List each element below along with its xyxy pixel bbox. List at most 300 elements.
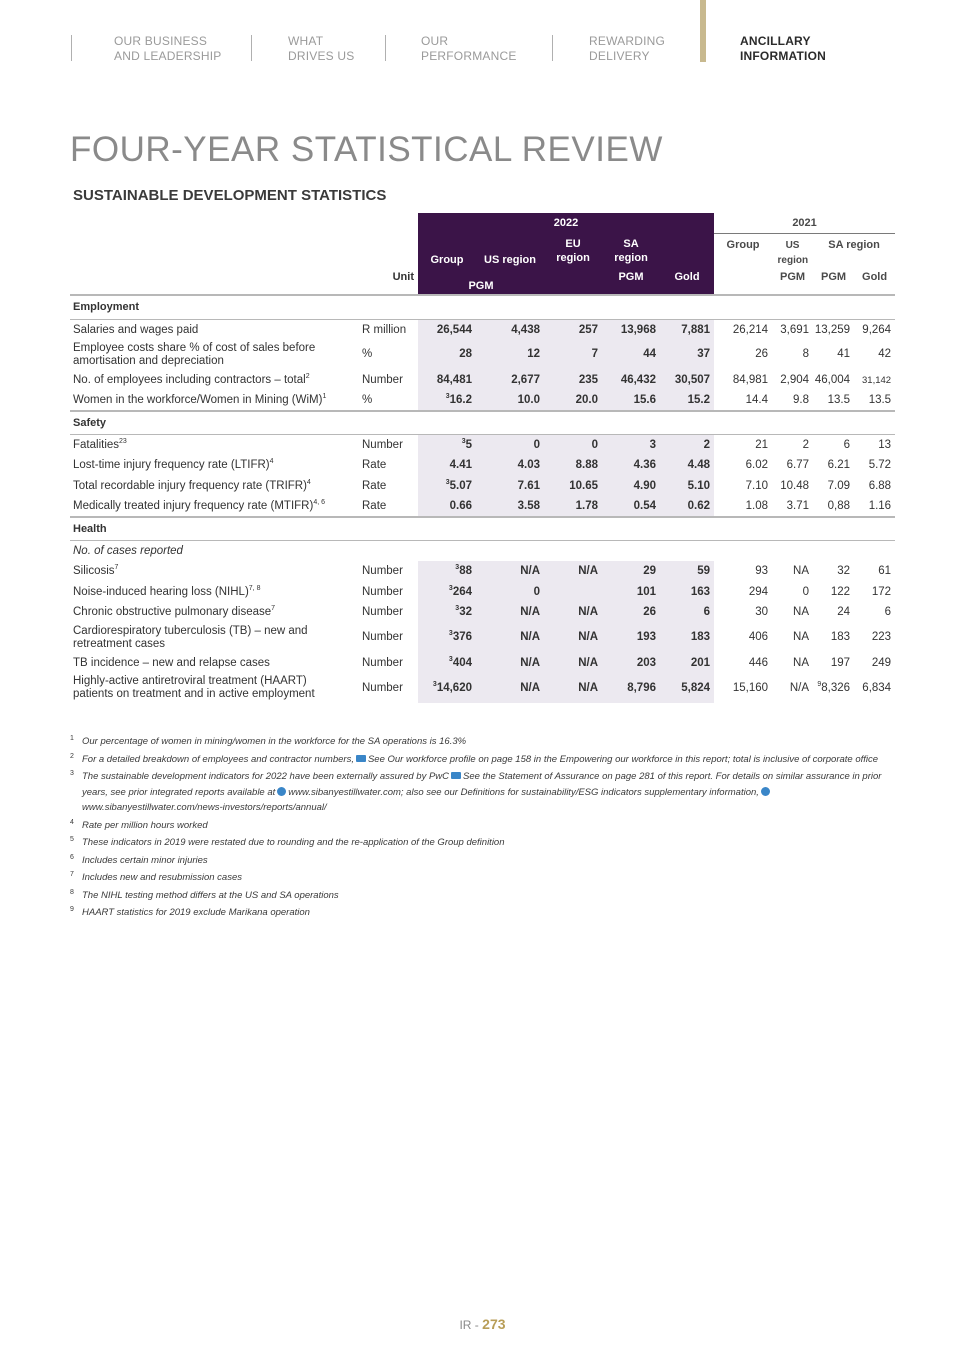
- nav-item-our-business[interactable]: [114, 34, 222, 64]
- value-text: 406: [748, 631, 769, 643]
- value-text: 61: [878, 565, 892, 578]
- footnote-ref: 7: [114, 564, 119, 572]
- footnote-ref: 3: [448, 630, 453, 638]
- footnote-text: These indicators in 2019 were restated due to rounding and the re-application of the Group definition: [82, 837, 505, 848]
- value-cell: [813, 390, 854, 411]
- value-cell: [476, 602, 544, 623]
- value-text: 24: [837, 606, 851, 619]
- empty-cell: [418, 541, 476, 562]
- value-cell: [854, 673, 895, 703]
- footnotes: [70, 734, 895, 923]
- value-text: 376: [452, 631, 472, 643]
- value-text: 6: [843, 439, 851, 451]
- footnote-ref: 7: [271, 605, 276, 613]
- value-cell: [476, 455, 544, 476]
- row-label: [70, 370, 362, 391]
- value-text: 26: [755, 348, 769, 360]
- footnote-ref: 23: [119, 438, 127, 446]
- row-label-text: Chronic obstructive pulmonary disease: [73, 606, 272, 619]
- value-cell: [660, 390, 714, 411]
- footnote-link[interactable]: www.sibanyestillwater.com; also see our Definitions for sustainability/ESG indicators supplementary information,: [288, 786, 759, 798]
- value-cell: [544, 435, 602, 456]
- value-cell: [418, 582, 476, 603]
- nav-label: OUR: [421, 34, 449, 48]
- value-cell: [714, 623, 772, 653]
- value-cell: [714, 673, 772, 703]
- value-text: 9,264: [862, 323, 892, 336]
- value-cell: [854, 602, 895, 623]
- value-cell: [476, 476, 544, 497]
- value-text: 5,824: [681, 681, 711, 694]
- row-label-text: No. of employees including contractors – total: [73, 373, 306, 386]
- value-text: 5.10: [687, 479, 711, 492]
- value-cell: [714, 370, 772, 391]
- value-cell: [772, 319, 813, 340]
- value-text: 163: [690, 585, 711, 598]
- value-cell: [418, 653, 476, 674]
- value-cell: [602, 319, 660, 340]
- value-text: 8,326: [821, 681, 851, 694]
- value-text: N/A: [520, 631, 540, 643]
- value-text: 4.36: [633, 459, 656, 472]
- footnote-text: For a detailed breakdown of employees and contractor numbers,: [82, 753, 354, 765]
- footnote: [70, 752, 895, 768]
- footnote-number: 6: [70, 853, 74, 861]
- value-text: 2,904: [780, 373, 810, 386]
- value-cell: [813, 319, 854, 340]
- empty-cell: [544, 541, 602, 562]
- value-text: 249: [871, 656, 892, 669]
- value-cell: [660, 673, 714, 703]
- value-cell: [714, 561, 772, 582]
- row-unit: Number: [362, 656, 403, 669]
- value-text: 32: [459, 606, 472, 619]
- value-cell: [772, 561, 813, 582]
- value-cell: [813, 602, 854, 623]
- folder-icon: [356, 755, 366, 762]
- row-label: [70, 673, 362, 703]
- value-cell: [813, 435, 854, 456]
- row-label-text: Total recordable injury frequency rate (TRIFR): [73, 479, 307, 492]
- value-text: 8.88: [575, 459, 598, 472]
- value-cell: [660, 435, 714, 456]
- value-cell: [772, 582, 813, 603]
- value-cell: [772, 673, 813, 703]
- value-text: N/A: [578, 631, 598, 643]
- nav-separator: [385, 35, 386, 61]
- footnote: [70, 888, 895, 904]
- value-cell: [714, 455, 772, 476]
- value-cell: [660, 476, 714, 497]
- row-label-text: Salaries and wages paid: [73, 323, 199, 336]
- value-cell: [544, 476, 602, 497]
- nav-item-rewarding-delivery[interactable]: [589, 34, 665, 64]
- value-text: 5.72: [868, 459, 892, 472]
- row-unit: Number: [362, 373, 403, 386]
- col-eu-region-2022-text: EU region: [556, 238, 590, 264]
- value-text: 44: [643, 348, 656, 360]
- subsection-row: [70, 541, 895, 562]
- value-text: 201: [690, 656, 711, 669]
- row-label: [70, 496, 362, 517]
- value-text: 0: [533, 585, 540, 598]
- nav-label: DRIVES US: [288, 49, 355, 63]
- value-cell: [660, 370, 714, 391]
- nav-separator: [251, 35, 252, 61]
- value-text: 15,160: [732, 681, 769, 694]
- value-text: 6.21: [827, 459, 851, 472]
- nav-label: AND LEADERSHIP: [114, 49, 222, 63]
- value-cell: [602, 455, 660, 476]
- value-cell: [772, 623, 813, 653]
- nav-label: REWARDING: [589, 34, 666, 48]
- footnote-text: Our percentage of women in mining/women in the workforce for the SA operations is 16.3%: [82, 736, 467, 747]
- footnote-number: 1: [70, 735, 74, 742]
- section-title-cell: Safety: [70, 411, 895, 435]
- table-body: [70, 295, 895, 703]
- value-cell: [772, 340, 813, 370]
- value-cell: [602, 653, 660, 674]
- footnote-ref: 3: [448, 584, 453, 592]
- footnote-number: 9: [70, 906, 74, 913]
- value-text: 13: [878, 439, 892, 451]
- table-row: [70, 390, 895, 411]
- footnote-ref: 1: [322, 392, 327, 400]
- footnote-ref: 9: [817, 680, 822, 688]
- value-text: N/A: [578, 681, 598, 694]
- value-text: 28: [459, 348, 472, 360]
- row-label-text: Women in the workforce/Women in Mining (WiM): [73, 393, 323, 406]
- value-cell: [813, 653, 854, 674]
- value-cell: [813, 623, 854, 653]
- nav-label: PERFORMANCE: [421, 49, 517, 63]
- row-label-text: Fatalities: [73, 439, 120, 451]
- value-text: 7.10: [745, 479, 769, 492]
- value-text: 46,432: [620, 373, 656, 386]
- value-cell: [418, 476, 476, 497]
- value-cell: [660, 455, 714, 476]
- value-cell: [544, 582, 602, 603]
- pgm-subheader-group-us: PGM: [418, 269, 544, 295]
- value-cell: [854, 623, 895, 653]
- row-label: [70, 476, 362, 497]
- value-cell: [772, 602, 813, 623]
- value-text: 4,438: [511, 323, 540, 336]
- value-text: NA: [793, 565, 810, 578]
- value-text: 0.66: [449, 499, 472, 512]
- value-text: 8,796: [627, 681, 656, 694]
- value-text: N/A: [520, 606, 540, 619]
- value-text: 8: [802, 348, 810, 360]
- footnote-number: 4: [70, 818, 74, 826]
- value-text: 4.48: [687, 459, 711, 472]
- value-cell: [660, 653, 714, 674]
- value-cell: [660, 496, 714, 517]
- gold-subheader-2021: Gold: [862, 271, 888, 283]
- value-text: 41: [837, 348, 851, 360]
- value-cell: [854, 653, 895, 674]
- footnote-link[interactable]: www.sibanyestillwater.com/news-investors/reports/annual/: [82, 802, 327, 813]
- footnote-ref: 3: [445, 478, 450, 486]
- value-cell: [660, 561, 714, 582]
- value-cell: [476, 390, 544, 411]
- footnote: [70, 853, 895, 869]
- value-cell: [714, 653, 772, 674]
- value-text: 10.65: [569, 479, 598, 492]
- footnote-text: See Our workforce profile on page 158 in the Empowering our workforce in this report; total is inclusive of corporate office: [367, 753, 879, 765]
- value-text: 1.16: [868, 499, 892, 512]
- value-text: N/A: [520, 565, 540, 578]
- value-cell: [602, 602, 660, 623]
- row-unit: Number: [362, 606, 403, 619]
- row-label-text: Cardiorespiratory tuberculosis (TB) – new and retreatment cases: [73, 624, 308, 650]
- empty-cell: [476, 541, 544, 562]
- value-text: 1.08: [745, 499, 769, 512]
- value-cell: [854, 582, 895, 603]
- value-text: 15.6: [633, 393, 656, 406]
- value-cell: [854, 496, 895, 517]
- pgm-subheader-sa-2021: PGM: [821, 271, 847, 283]
- value-text: N/A: [789, 681, 810, 694]
- value-cell: [418, 496, 476, 517]
- value-cell: [602, 623, 660, 653]
- nav-item-our-performance[interactable]: [421, 34, 517, 64]
- value-cell: [854, 476, 895, 497]
- value-text: 46,004: [814, 373, 851, 386]
- value-text: 6: [884, 606, 892, 619]
- value-text: 88: [459, 565, 472, 578]
- value-cell: [854, 370, 895, 391]
- value-text: 6.77: [786, 459, 810, 472]
- row-label: [70, 455, 362, 476]
- table-row: [70, 319, 895, 340]
- value-text: 2: [703, 439, 711, 451]
- value-text: 4.03: [517, 459, 540, 472]
- value-cell: [602, 673, 660, 703]
- value-text: 15.2: [687, 393, 711, 406]
- value-cell: [544, 370, 602, 391]
- row-label: [70, 390, 362, 411]
- value-cell: [476, 370, 544, 391]
- value-text: 2: [802, 439, 810, 451]
- value-text: 122: [830, 585, 851, 598]
- value-cell: [813, 455, 854, 476]
- value-text: 10.0: [517, 393, 540, 406]
- value-text: 4.90: [633, 479, 656, 492]
- value-text: 20.0: [575, 393, 598, 406]
- value-text: 101: [636, 585, 656, 598]
- col-eu-region-2022: [544, 233, 602, 269]
- table-row: [70, 623, 895, 653]
- row-label: [70, 435, 362, 456]
- table-row: [70, 653, 895, 674]
- value-text: 0: [802, 585, 810, 598]
- value-text: 3.58: [517, 499, 540, 512]
- value-cell: [544, 390, 602, 411]
- row-unit: Rate: [362, 479, 387, 492]
- value-cell: [854, 561, 895, 582]
- section-header-row: [70, 517, 895, 541]
- value-text: 30,507: [674, 373, 711, 386]
- gold-subheader-2022: Gold: [660, 269, 714, 295]
- value-text: 197: [830, 656, 851, 669]
- row-label-text: Noise-induced hearing loss (NIHL): [73, 585, 249, 598]
- footnote: [70, 769, 895, 816]
- subheader-blank-2021: [714, 269, 772, 295]
- value-cell: [544, 602, 602, 623]
- footnote-ref: 4, 6: [313, 498, 325, 506]
- value-text: 7: [591, 348, 598, 360]
- value-text: 257: [578, 323, 598, 336]
- col-sa-region-2021: SA region: [813, 233, 895, 269]
- empty-cell: [602, 541, 660, 562]
- footnote-ref: 3: [455, 564, 460, 572]
- value-text: N/A: [520, 681, 540, 694]
- value-text: 0: [533, 439, 540, 451]
- nav-item-ancillary-information[interactable]: [740, 34, 826, 64]
- folder-icon: [451, 772, 461, 779]
- value-text: 5: [465, 439, 472, 451]
- value-text: 193: [636, 631, 656, 643]
- value-text: 183: [690, 631, 711, 643]
- footnote-number: 8: [70, 888, 74, 896]
- empty-cell: [660, 541, 714, 562]
- value-cell: [418, 623, 476, 653]
- footnote: [70, 870, 895, 886]
- value-text: 14.4: [745, 393, 769, 406]
- value-text: 9.8: [793, 393, 810, 406]
- value-text: 31,142: [862, 374, 892, 386]
- value-cell: [602, 561, 660, 582]
- value-cell: [660, 602, 714, 623]
- year-2022-header: 2022: [418, 213, 714, 233]
- nav-active-indicator: [700, 0, 706, 62]
- value-text: 30: [755, 606, 769, 619]
- value-text: 446: [748, 656, 769, 669]
- value-text: 3.71: [786, 499, 810, 512]
- footnote-ref: 3: [448, 655, 453, 663]
- pgm-subheader-eu-blank: [544, 269, 602, 295]
- col-sa-region-2022-text: SA region: [614, 238, 648, 264]
- col-us-region-2021-text: US region: [777, 239, 809, 266]
- value-text: 0,88: [827, 499, 851, 512]
- value-cell: [476, 435, 544, 456]
- row-label-text: Employee costs share % of cost of sales before amortisation and depreciation: [73, 341, 316, 367]
- value-text: 12: [527, 348, 540, 360]
- row-label-text: Medically treated injury frequency rate (MTIFR): [73, 499, 314, 512]
- value-text: 26: [643, 606, 656, 619]
- value-cell: [813, 582, 854, 603]
- value-text: 6: [703, 606, 711, 619]
- unit-header: Unit: [392, 271, 414, 283]
- value-text: 5.07: [449, 479, 472, 492]
- row-unit: Number: [362, 681, 403, 694]
- value-cell: [544, 340, 602, 370]
- row-label: [70, 602, 362, 623]
- value-cell: [602, 390, 660, 411]
- value-cell: [714, 602, 772, 623]
- value-cell: [714, 476, 772, 497]
- value-cell: [714, 496, 772, 517]
- value-text: 0.62: [687, 499, 711, 512]
- value-cell: [476, 319, 544, 340]
- value-text: 6,834: [862, 681, 892, 694]
- row-label: [70, 623, 362, 653]
- empty-cell: [854, 541, 895, 562]
- value-cell: [813, 561, 854, 582]
- footnote-text: HAART statistics for 2019 exclude Marikana operation: [82, 907, 310, 918]
- value-cell: [854, 340, 895, 370]
- value-cell: [813, 673, 854, 703]
- row-label: [70, 561, 362, 582]
- value-cell: [418, 319, 476, 340]
- value-cell: [854, 435, 895, 456]
- nav-item-what-drives-us[interactable]: [288, 34, 354, 64]
- nav-label: INFORMATION: [740, 49, 826, 63]
- row-unit: %: [362, 348, 373, 360]
- value-cell: [660, 319, 714, 340]
- pgm-subheader-us-2021: PGM: [780, 271, 806, 283]
- value-cell: [418, 370, 476, 391]
- empty-cell: [772, 541, 813, 562]
- value-text: 264: [452, 585, 472, 598]
- value-text: 235: [578, 373, 598, 386]
- value-cell: [813, 476, 854, 497]
- value-text: 13,968: [620, 323, 656, 336]
- value-cell: [813, 496, 854, 517]
- value-cell: [418, 390, 476, 411]
- value-cell: [544, 455, 602, 476]
- value-text: 37: [697, 348, 711, 360]
- row-label: [70, 340, 362, 370]
- nav-label: OUR BUSINESS: [114, 34, 208, 48]
- value-cell: [660, 340, 714, 370]
- row-unit: Number: [362, 631, 403, 643]
- value-text: 223: [871, 631, 892, 643]
- nav-separator: [71, 35, 72, 61]
- value-text: 3,691: [780, 323, 810, 336]
- empty-cell: [813, 541, 854, 562]
- value-cell: [544, 673, 602, 703]
- table-row: [70, 496, 895, 517]
- globe-icon: [761, 787, 770, 796]
- subsection-title: No. of cases reported: [73, 545, 183, 557]
- value-cell: [714, 390, 772, 411]
- value-text: 294: [748, 585, 769, 598]
- value-text: 6.02: [745, 459, 769, 472]
- value-text: 32: [837, 565, 851, 578]
- value-cell: [476, 623, 544, 653]
- footnote-ref: 4: [269, 458, 274, 466]
- value-text: 13,259: [814, 323, 851, 336]
- nav-label: ANCILLARY: [740, 34, 811, 48]
- value-text: N/A: [578, 565, 598, 578]
- value-cell: [544, 319, 602, 340]
- footnote-number: 5: [70, 836, 74, 843]
- value-cell: [854, 319, 895, 340]
- footnote-ref: 4: [306, 478, 311, 486]
- value-text: NA: [793, 656, 810, 669]
- value-text: 172: [871, 585, 892, 598]
- col-group-2021: Group: [714, 233, 772, 269]
- value-cell: [772, 455, 813, 476]
- nav-label: DELIVERY: [589, 49, 650, 63]
- value-cell: [854, 455, 895, 476]
- value-cell: [714, 340, 772, 370]
- value-text: 0.54: [633, 499, 656, 512]
- value-cell: [854, 390, 895, 411]
- value-cell: [476, 340, 544, 370]
